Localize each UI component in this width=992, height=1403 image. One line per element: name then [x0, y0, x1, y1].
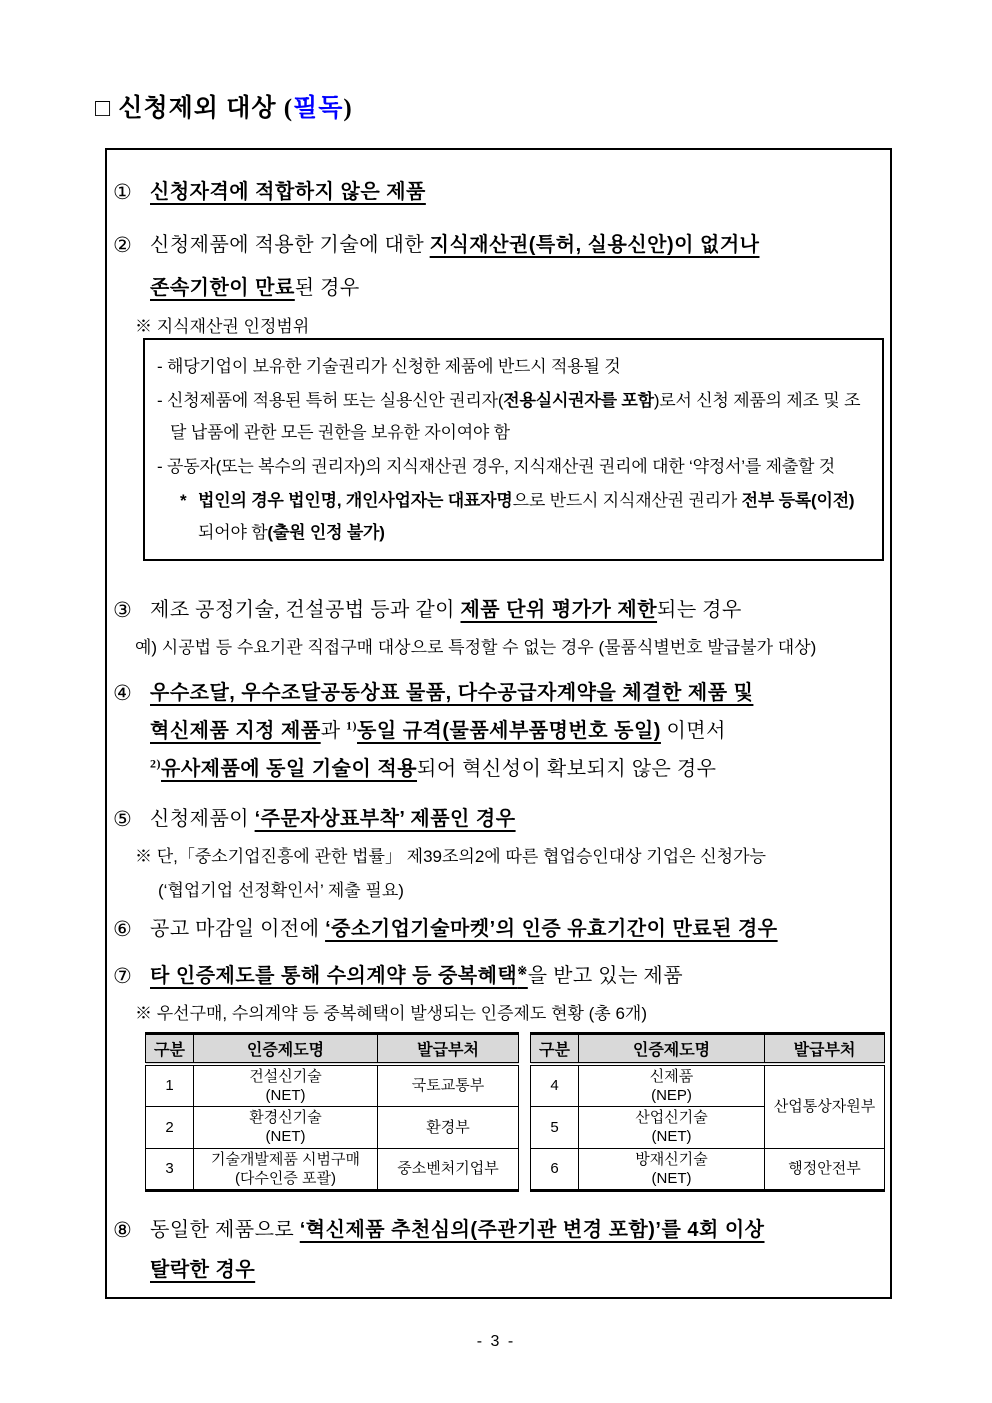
item-7-line-1 [150, 956, 882, 997]
col-header-issuer: 발급부처 [765, 1034, 885, 1064]
ip-scope-box [143, 338, 884, 561]
ip-bullet-2-text-2: )로서 신청 제품의 제조 및 조달 납품에 관한 모든 권한을 보유한 자이여야 함 [170, 391, 861, 442]
title-paren-close: ) [343, 95, 353, 122]
item-3-text-2: 되는 경우 [657, 599, 742, 621]
ip-bullet-3-text: - 공동자(또는 복수의 권리자)의 지식재산권 경우, 지식재산권 권리에 대한 ‘약정서’를 제출할 것 [157, 457, 836, 476]
item-2-number: ② [113, 233, 133, 257]
cell-issuer: 국토교통부 [378, 1064, 519, 1107]
item-7 [113, 956, 882, 1031]
item-7-superscript: ※ [517, 963, 528, 978]
cert-table-right [530, 1032, 885, 1192]
cell-cert-name [194, 1148, 378, 1190]
cert-name-line2: (NET) [265, 1128, 306, 1145]
item-4-number: ④ [113, 681, 133, 705]
item-4-emphasis-3: 동일 규격(물품세부품명번호 동일) [357, 720, 661, 742]
item-4-superscript-1: 1) [346, 718, 358, 733]
cert-name-line2: (NEP) [651, 1086, 692, 1104]
item-5 [113, 799, 882, 908]
item-2-line-2 [150, 267, 882, 310]
ip-bullet-2-text: - 신청제품에 적용된 특허 또는 실용신안 권리자( [157, 391, 504, 410]
item-8 [113, 1210, 882, 1290]
cell-cert-name [579, 1148, 765, 1190]
item-3-text: 제조 공정기술, 건설공법 등과 같이 [150, 599, 461, 621]
ip-bullet-3 [155, 451, 868, 483]
col-header-cert-name: 인증제도명 [194, 1034, 378, 1064]
cert-name-line1: 기술개발제품 시범구매 [210, 1150, 361, 1168]
item-2-line-1 [150, 224, 882, 267]
item-1-text: 신청자격에 적합하지 않은 제품 [150, 181, 426, 203]
item-8-line-2 [150, 1250, 882, 1290]
cert-name-line2: (NET) [651, 1128, 692, 1145]
cell-no: 1 [146, 1064, 194, 1107]
content-box [105, 148, 892, 1299]
title-text: 신청제외 대상 [111, 95, 284, 122]
item-7-note: ※ 우선구매, 수의계약 등 중복혜택이 발생되는 인증제도 현황 (총 6개) [135, 1004, 647, 1023]
item-2-text: 신청제품에 적용한 기술에 대한 [150, 234, 430, 256]
ip-bullet-1-text: - 해당기업이 보유한 기술권리가 신청한 제품에 반드시 적용될 것 [157, 357, 621, 376]
table-header-row [146, 1034, 519, 1064]
cert-name-line2: (NET) [651, 1169, 692, 1187]
title-emphasis: 필독 [293, 95, 344, 122]
item-7-emphasis [150, 965, 528, 987]
page-title [95, 88, 353, 124]
item-4-text-2: 이면서 [660, 720, 726, 742]
item-4-text-3: 되어 혁신성이 확보되지 않은 경우 [417, 758, 717, 780]
item-2-emphasis-2: 존속기한이 만료 [150, 277, 295, 299]
ip-bullet-2-bold: 전용실시권자를 포함 [503, 391, 654, 410]
item-8-text: 동일한 제품으로 [150, 1219, 300, 1241]
cell-issuer: 환경부 [378, 1106, 519, 1148]
star-mark: * [180, 491, 187, 510]
item-3-number: ③ [113, 598, 133, 622]
item-4-line-1 [150, 674, 882, 712]
item-1 [113, 172, 882, 213]
item-4-emphasis-2: 혁신제품 지정 제품 [150, 720, 321, 742]
item-5-text: 신청제품이 [150, 808, 255, 830]
item-4 [113, 674, 882, 788]
cell-cert-name [579, 1064, 765, 1107]
item-3-line-1 [150, 590, 882, 631]
cert-name-line1: 방재신기술 [635, 1150, 708, 1168]
item-6-emphasis: ‘중소기업기술마켓’의 인증 유효기간이 만료된 경우 [325, 918, 778, 940]
item-4-emphasis-4: 유사제품에 동일 기술이 적용 [161, 758, 418, 780]
item-7-number: ⑦ [113, 964, 133, 988]
cert-name-line2: (다수인증 포괄) [234, 1169, 337, 1187]
cell-cert-name [194, 1106, 378, 1148]
item-7-text: 을 받고 있는 제품 [527, 965, 684, 987]
cert-tables [145, 1032, 885, 1192]
col-header-cert-name: 인증제도명 [579, 1034, 765, 1064]
item-4-emphasis-1: 우수조달, 우수조달공동상표 물품, 다수공급자계약을 체결한 제품 및 [150, 682, 754, 704]
item-2-text-2: 된 경우 [294, 277, 360, 299]
ip-bullet-1 [155, 351, 868, 383]
page-number: - 3 - [476, 1333, 516, 1350]
item-4-superscript-2: 2) [150, 756, 161, 771]
cert-name-line1: 신제품 [649, 1067, 694, 1085]
col-header-division: 구분 [146, 1034, 194, 1064]
cell-issuer: 행정안전부 [765, 1148, 885, 1190]
cell-cert-name [579, 1106, 765, 1148]
col-header-division: 구분 [531, 1034, 579, 1064]
cell-no: 6 [531, 1148, 579, 1190]
table-row [531, 1148, 885, 1190]
cell-cert-name [194, 1064, 378, 1107]
ip-star-text-1: 으로 반드시 지식재산권 권리가 [512, 491, 742, 510]
item-8-emphasis-2: 탈락한 경우 [150, 1259, 256, 1281]
cell-no: 4 [531, 1064, 579, 1107]
item-5-number: ⑤ [113, 807, 133, 831]
item-3 [113, 590, 882, 665]
ip-star-text-2: 되어야 함 [198, 523, 268, 542]
cell-issuer-merged: 산업통상자원부 [765, 1064, 885, 1149]
item-2-emphasis: 지식재산권(특허, 실용신안)이 없거나 [429, 234, 760, 256]
cert-name-line1: 환경신기술 [249, 1109, 322, 1126]
ip-star-bold-1: 법인의 경우 법인명, 개인사업자는 대표자명 [198, 491, 513, 510]
cell-no: 5 [531, 1106, 579, 1148]
item-5-note-1: ※ 단,「중소기업진흥에 관한 법률」 제39조의2에 따른 협업승인대상 기업은 신청가능 [135, 847, 766, 866]
item-2-note: ※ 지식재산권 인정범위 [135, 317, 310, 336]
item-6-text: 공고 마감일 이전에 [150, 918, 326, 940]
col-header-issuer: 발급부처 [378, 1034, 519, 1064]
cert-table-left [145, 1032, 519, 1192]
item-2 [113, 224, 882, 344]
item-4-line-2 [150, 712, 882, 750]
item-6 [113, 909, 882, 950]
ip-bullet-2 [155, 385, 868, 449]
cert-name-line2: (NET) [265, 1086, 306, 1104]
cell-no: 2 [146, 1106, 194, 1148]
table-row [146, 1148, 519, 1190]
title-paren-open: ( [283, 95, 294, 122]
cell-issuer: 중소벤처기업부 [378, 1148, 519, 1190]
cell-no: 3 [146, 1148, 194, 1190]
cert-name-line1: 건설신기술 [249, 1067, 322, 1085]
item-8-line-1 [150, 1210, 882, 1250]
table-row [146, 1106, 519, 1148]
item-3-note: 예) 시공법 등 수요기관 직접구매 대상으로 특정할 수 없는 경우 (물품식별번호 발급불가 대상) [135, 638, 817, 657]
table-row [146, 1064, 519, 1107]
item-1-number: ① [113, 180, 133, 204]
title-checkbox-icon: □ [95, 95, 112, 122]
table-row [531, 1064, 885, 1107]
table-header-row [531, 1034, 885, 1064]
item-4-line-3 [150, 750, 882, 788]
item-6-number: ⑥ [113, 917, 133, 941]
item-5-line-1 [150, 799, 882, 840]
cert-name-line1: 산업신기술 [635, 1109, 708, 1126]
item-3-emphasis: 제품 단위 평가가 제한 [460, 599, 658, 621]
item-5-note-2: (‘협업기업 선정확인서’ 제출 필요) [158, 881, 404, 900]
item-4-text-1: 과 [320, 720, 347, 742]
item-8-emphasis-1: ‘혁신제품 추천심의(주관기관 변경 포함)’를 4회 이상 [299, 1219, 765, 1241]
item-5-emphasis: ‘주문자상표부착’ 제품인 경우 [254, 808, 516, 830]
ip-star-note [155, 485, 868, 549]
item-7-emphasis-text: 타 인증제도를 통해 수의계약 등 중복혜택 [150, 965, 518, 987]
ip-star-bold-3: (출원 인정 불가) [267, 523, 385, 542]
ip-star-bold-2: 전부 등록(이전) [741, 491, 855, 510]
item-8-number: ⑧ [113, 1218, 133, 1242]
